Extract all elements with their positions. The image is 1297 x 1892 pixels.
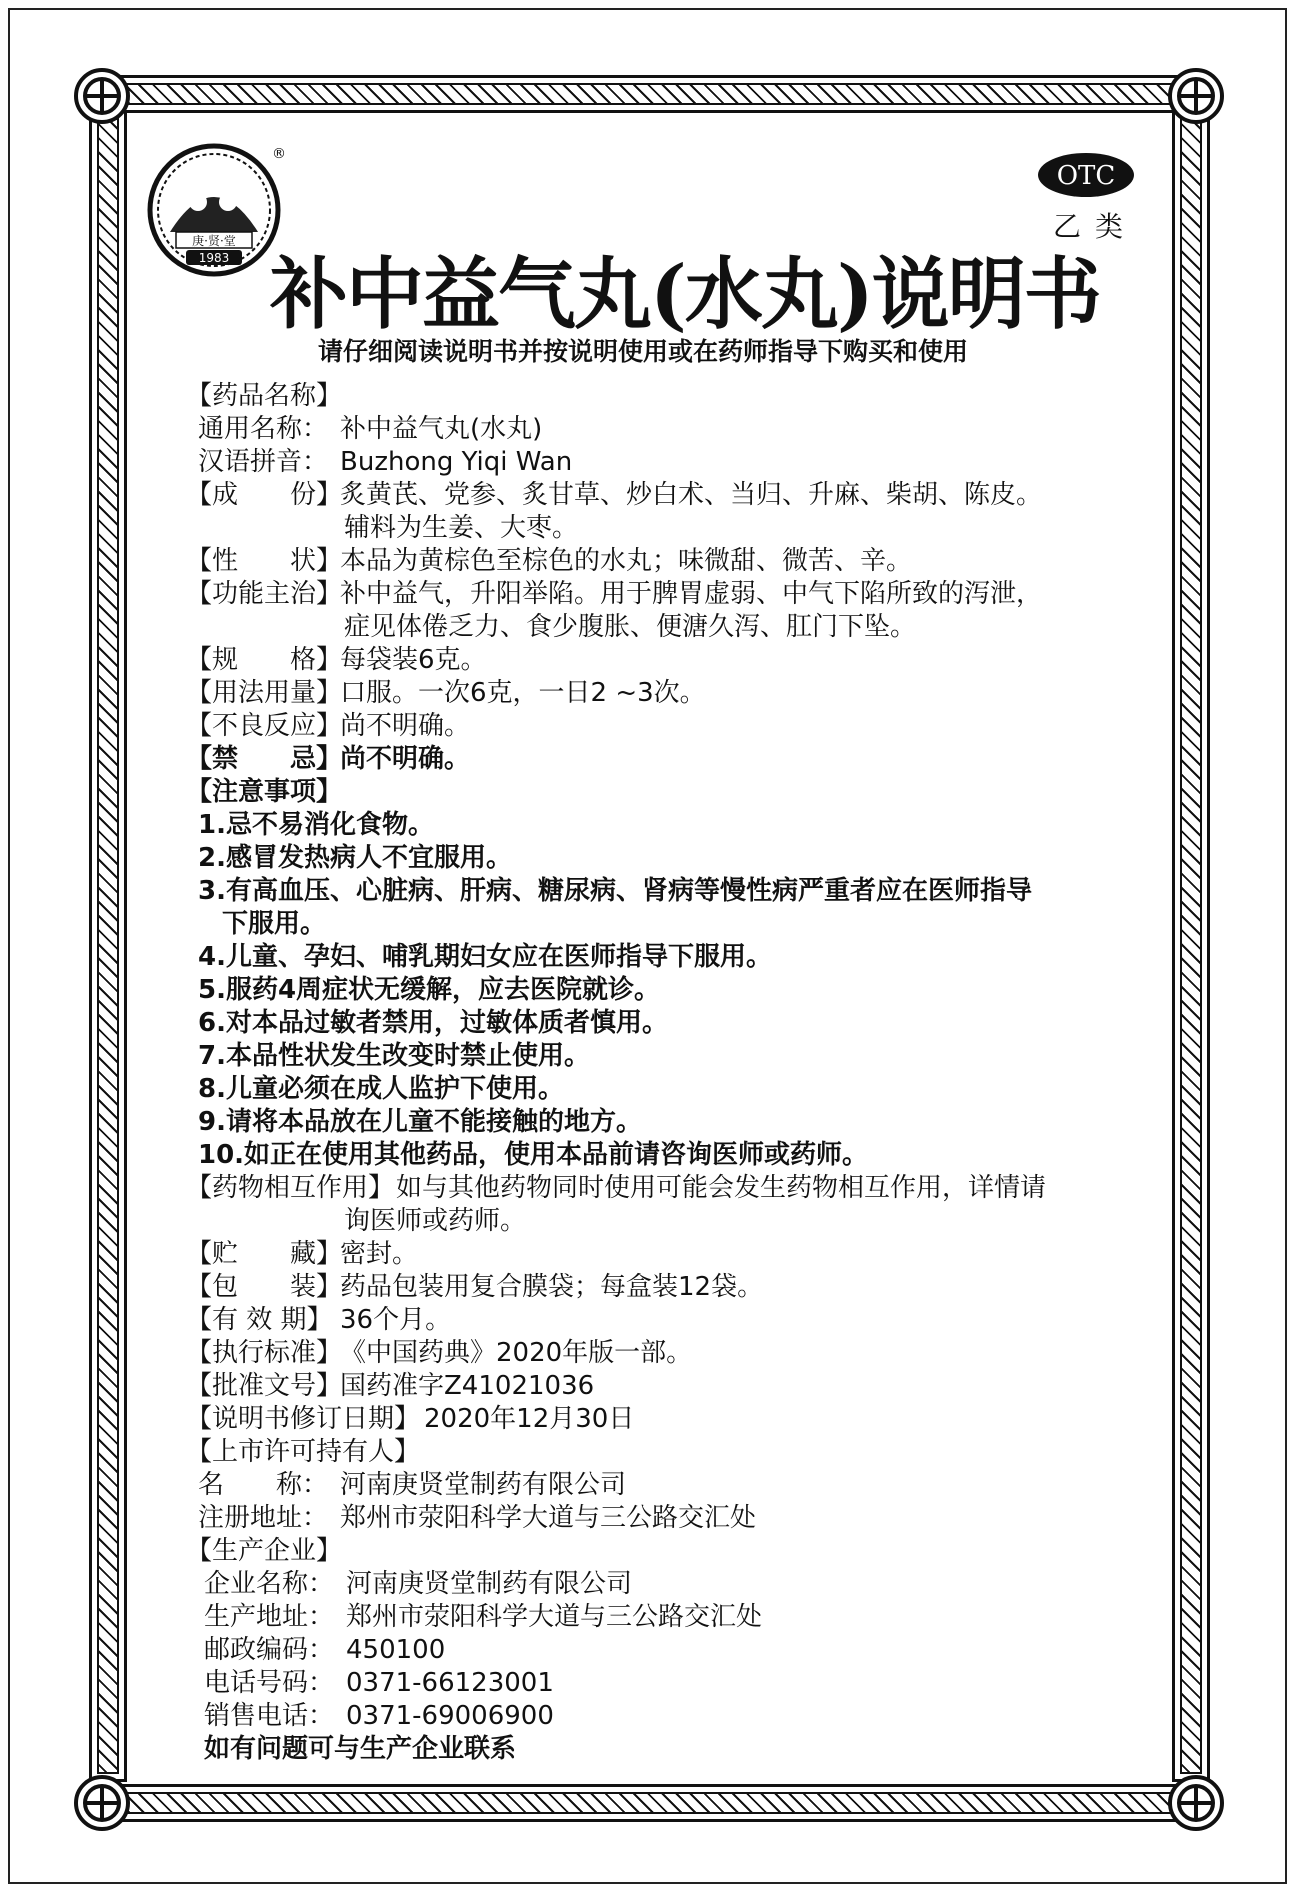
page-title: 补中益气丸(水丸)说明书: [270, 249, 1100, 340]
corner-knot-icon: [72, 1773, 132, 1833]
precaution-item: 9.请将本品放在儿童不能接触的地方。: [198, 1107, 642, 1137]
precautions-label: 【注意事项】: [186, 777, 343, 807]
mfr-sales-value: 0371-69006900: [346, 1701, 554, 1731]
precaution-item: 10.如正在使用其他药品，使用本品前请咨询医师或药师。: [198, 1140, 869, 1170]
corner-knot-icon: [72, 66, 132, 126]
logo-year: 1983: [198, 251, 230, 265]
mfr-sales-label: 销售电话：: [204, 1701, 335, 1731]
standard-label: 【执行标准】: [186, 1338, 343, 1368]
precaution-item: 8.儿童必须在成人监护下使用。: [198, 1074, 564, 1104]
precaution-item: 3.有高血压、心脏病、肝病、糖尿病、肾病等慢性病严重者应在医师指导: [198, 876, 1032, 906]
character-label: 【性 状】: [186, 546, 343, 576]
validity-value: 36个月。: [340, 1305, 452, 1335]
adverse-value: 尚不明确。: [340, 711, 471, 741]
precaution-item: 2.感冒发热病人不宜服用。: [198, 843, 512, 873]
usage-value: 口服。一次6克，一日2 ~3次。: [340, 678, 706, 708]
mfr-phone-label: 电话号码：: [204, 1668, 335, 1698]
package-value: 药品包装用复合膜袋；每盒装12袋。: [340, 1272, 764, 1302]
indications-label: 【功能主治】: [186, 579, 343, 609]
border-top: [112, 75, 1185, 113]
manufacturer-label: 【生产企业】: [186, 1536, 343, 1566]
interactions-line1: 如与其他药物同时使用可能会发生药物相互作用，详情请: [396, 1173, 1047, 1203]
holder-label: 【上市许可持有人】: [186, 1437, 421, 1467]
indications-line2: 症见体倦乏力、食少腹胀、便溏久泻、肛门下坠。: [344, 612, 917, 642]
approval-value: 国药准字Z41021036: [340, 1371, 595, 1401]
ingredients-line2: 辅料为生姜、大枣。: [344, 513, 579, 543]
corner-knot-icon: [1166, 66, 1226, 126]
corner-knot-icon: [1166, 1773, 1226, 1833]
border-bottom: [112, 1784, 1185, 1822]
mfr-phone-value: 0371-66123001: [346, 1668, 554, 1698]
interactions-line2: 询医师或药师。: [344, 1206, 527, 1236]
character-value: 本品为黄棕色至棕色的水丸；味微甜、微苦、辛。: [340, 546, 913, 576]
mfr-addr-value: 郑州市荥阳科学大道与三公路交汇处: [346, 1602, 763, 1632]
indications-line1: 补中益气，升阳举陷。用于脾胃虚弱、中气下陷所致的泻泄，: [340, 579, 1043, 609]
ingredients-line1: 炙黄芪、党参、炙甘草、炒白术、当归、升麻、柴胡、陈皮。: [340, 480, 1043, 510]
revision-label: 【说明书修订日期】: [186, 1404, 421, 1434]
mfr-zip-value: 450100: [346, 1635, 446, 1665]
logo-text: 庚·贤·堂: [192, 234, 236, 248]
holder-addr-value: 郑州市荥阳科学大道与三公路交汇处: [340, 1503, 757, 1533]
precaution-item: 4.儿童、孕妇、哺乳期妇女应在医师指导下服用。: [198, 942, 772, 972]
adverse-label: 【不良反应】: [186, 711, 343, 741]
border-left: [89, 110, 127, 1782]
contra-label: 【禁 忌】: [186, 744, 343, 774]
generic-name-value: 补中益气丸(水丸): [340, 414, 543, 444]
storage-label: 【贮 藏】: [186, 1239, 343, 1269]
interactions-label: 【药物相互作用】: [186, 1173, 395, 1203]
revision-value: 2020年12月30日: [424, 1404, 635, 1434]
holder-name-label: 名 称：: [198, 1470, 329, 1500]
ingredients-label: 【成 份】: [186, 480, 343, 510]
section-drug-name: 【药品名称】: [186, 381, 343, 411]
precaution-item: 7.本品性状发生改变时禁止使用。: [198, 1041, 590, 1071]
brand-logo: [146, 142, 282, 278]
precaution-item: 6.对本品过敏者禁用，过敏体质者慎用。: [198, 1008, 668, 1038]
spec-label: 【规 格】: [186, 645, 343, 675]
mfr-zip-label: 邮政编码：: [204, 1635, 335, 1665]
svg-text:OTC: OTC: [1056, 161, 1116, 191]
precaution-item: 1.忌不易消化食物。: [198, 810, 434, 840]
pinyin-value: Buzhong Yiqi Wan: [340, 447, 573, 477]
contact-note: 如有问题可与生产企业联系: [204, 1734, 517, 1764]
precaution-item-continued: 下服用。: [222, 909, 327, 939]
pinyin-label: 汉语拼音：: [198, 447, 329, 477]
generic-name-label: 通用名称：: [198, 414, 329, 444]
mfr-addr-label: 生产地址：: [204, 1602, 335, 1632]
mfr-name-label: 企业名称：: [204, 1569, 335, 1599]
validity-label: 【有 效 期】: [186, 1305, 333, 1335]
otc-badge: [1037, 152, 1135, 198]
holder-addr-label: 注册地址：: [198, 1503, 329, 1533]
precaution-item: 5.服药4周症状无缓解，应去医院就诊。: [198, 975, 661, 1005]
registered-mark: ®: [272, 146, 286, 162]
mfr-name-value: 河南庚贤堂制药有限公司: [346, 1569, 633, 1599]
contra-value: 尚不明确。: [340, 744, 471, 774]
otc-class: 乙类: [1053, 210, 1138, 243]
package-label: 【包 装】: [186, 1272, 343, 1302]
border-right: [1172, 110, 1210, 1782]
page-subtitle: 请仔细阅读说明书并按说明使用或在药师指导下购买和使用: [318, 337, 969, 366]
usage-label: 【用法用量】: [186, 678, 343, 708]
storage-value: 密封。: [340, 1239, 419, 1269]
standard-value: 《中国药典》2020年版一部。: [340, 1338, 693, 1368]
spec-value: 每袋装6克。: [340, 645, 487, 675]
approval-label: 【批准文号】: [186, 1371, 343, 1401]
holder-name-value: 河南庚贤堂制药有限公司: [340, 1470, 627, 1500]
